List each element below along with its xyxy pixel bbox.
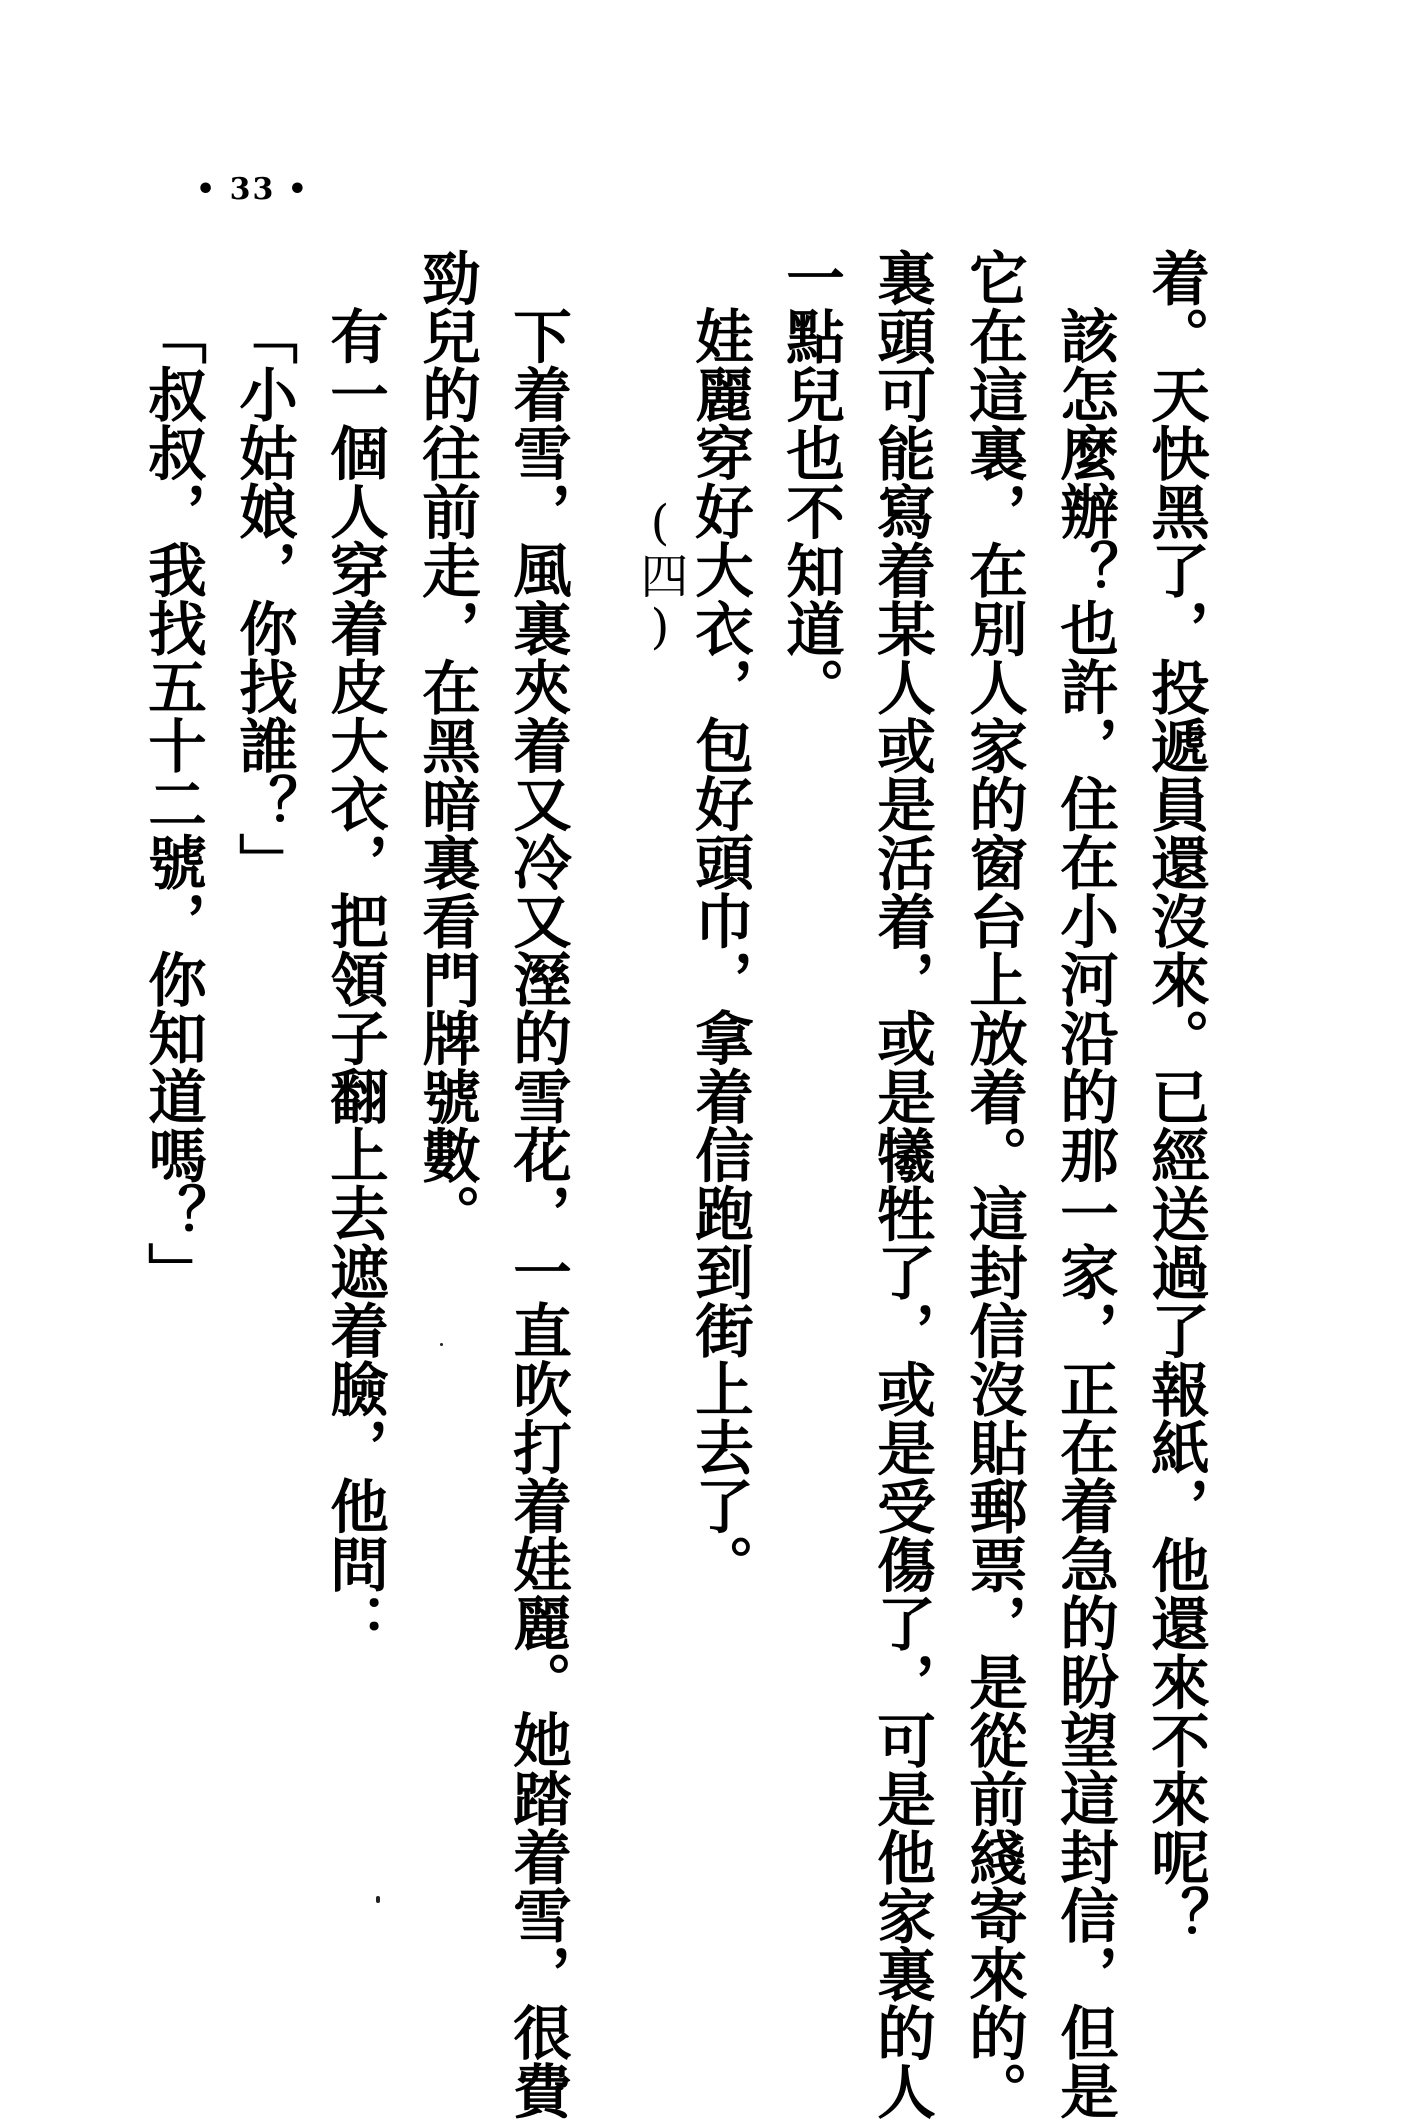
text-column-11: 「叔叔，我找五十二號，你知道嗎？」 <box>138 306 208 1301</box>
text-column-9: 有一個人穿着皮大衣，把領子翻上去遮着臉，他問： <box>320 306 390 1652</box>
text-column-10: 「小姑娘，你找誰？」 <box>229 306 299 891</box>
text-column-2: 該怎麼辦？也許，住在小河沿的那一家，正在着急的盼望這封信，但是 <box>1050 306 1120 2120</box>
text-column-7: 下着雪，風裏夾着又冷又溼的雪花，一直吹打着娃麗。她踏着雪，很費 <box>503 306 573 2120</box>
text-column-5: 一點兒也不知道。 <box>776 248 846 716</box>
print-speck <box>440 1343 443 1346</box>
text-column-4: 裏頭可能寫着某人或是活着，或是犧牲了，或是受傷了，可是他家裏的人 <box>867 248 937 2120</box>
page-number: • 33 • <box>196 172 309 207</box>
text-column-1: 着。天快黑了，投遞員還沒來。已經送過了報紙，他還來不來呢？ <box>1141 248 1211 1945</box>
text-column-6: 娃麗穿好大衣，包好頭巾，拿着信跑到街上去了。 <box>685 306 755 1593</box>
section-heading: (四) <box>632 495 688 655</box>
print-speck <box>376 1896 380 1903</box>
text-column-8: 勁兒的往前走，在黑暗裏看門牌號數。 <box>412 248 482 1243</box>
text-column-3: 它在這裏，在別人家的窗台上放着。這封信沒貼郵票，是從前綫寄來的。 <box>959 248 1029 2120</box>
